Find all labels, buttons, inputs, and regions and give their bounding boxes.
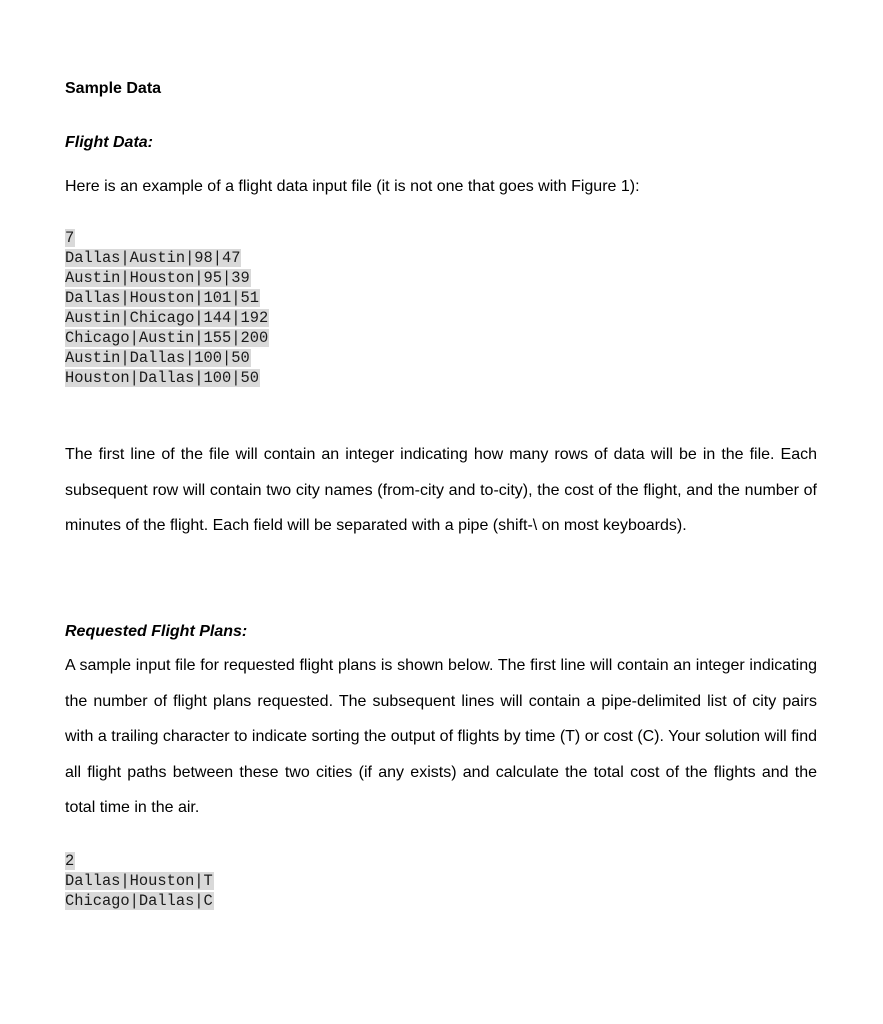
requested-flight-plans-heading: Requested Flight Plans: <box>65 623 248 640</box>
section-title: Sample Data <box>65 80 162 97</box>
code-line: 7 <box>65 229 75 247</box>
code-line: Austin|Dallas|100|50 <box>65 349 250 367</box>
code-line: Dallas|Houston|T <box>65 872 213 890</box>
flight-data-intro: Here is an example of a flight data input file (it is not one that goes with Figure 1): <box>65 178 640 195</box>
code-line: Austin|Houston|95|39 <box>65 269 250 287</box>
code-line: Houston|Dallas|100|50 <box>65 369 259 387</box>
code-line: Chicago|Austin|155|200 <box>65 329 269 347</box>
flight-data-heading: Flight Data: <box>65 134 153 151</box>
code-line: Dallas|Austin|98|47 <box>65 249 241 267</box>
code-line: 2 <box>65 852 75 870</box>
flight-data-description: The first line of the file will contain an integer indicating how many rows of data will be in the file. Each subsequent row will contain two city names (from-city and to-city), the cost of the flight, and the number of minutes of the flight. Each field will be separated with a pipe (shift-\ on most keyboards). <box>65 446 817 534</box>
requested-flight-plans-code-block <box>65 851 214 911</box>
flight-data-code-block <box>65 228 269 388</box>
code-line: Dallas|Houston|101|51 <box>65 289 259 307</box>
code-line: Austin|Chicago|144|192 <box>65 309 269 327</box>
requested-flight-plans-description: A sample input file for requested flight plans is shown below. The first line will contain an integer indicating the number of flight plans requested. The subsequent lines will contain a pipe-delimited list of city pairs with a trailing character to indicate sorting the output of flights by time (T) or cost (C). Your solution will find all flight paths between these two cities (if any exists) and calculate the total cost of the flights and the total time in the air. <box>65 657 817 816</box>
code-line: Chicago|Dallas|C <box>65 892 213 910</box>
